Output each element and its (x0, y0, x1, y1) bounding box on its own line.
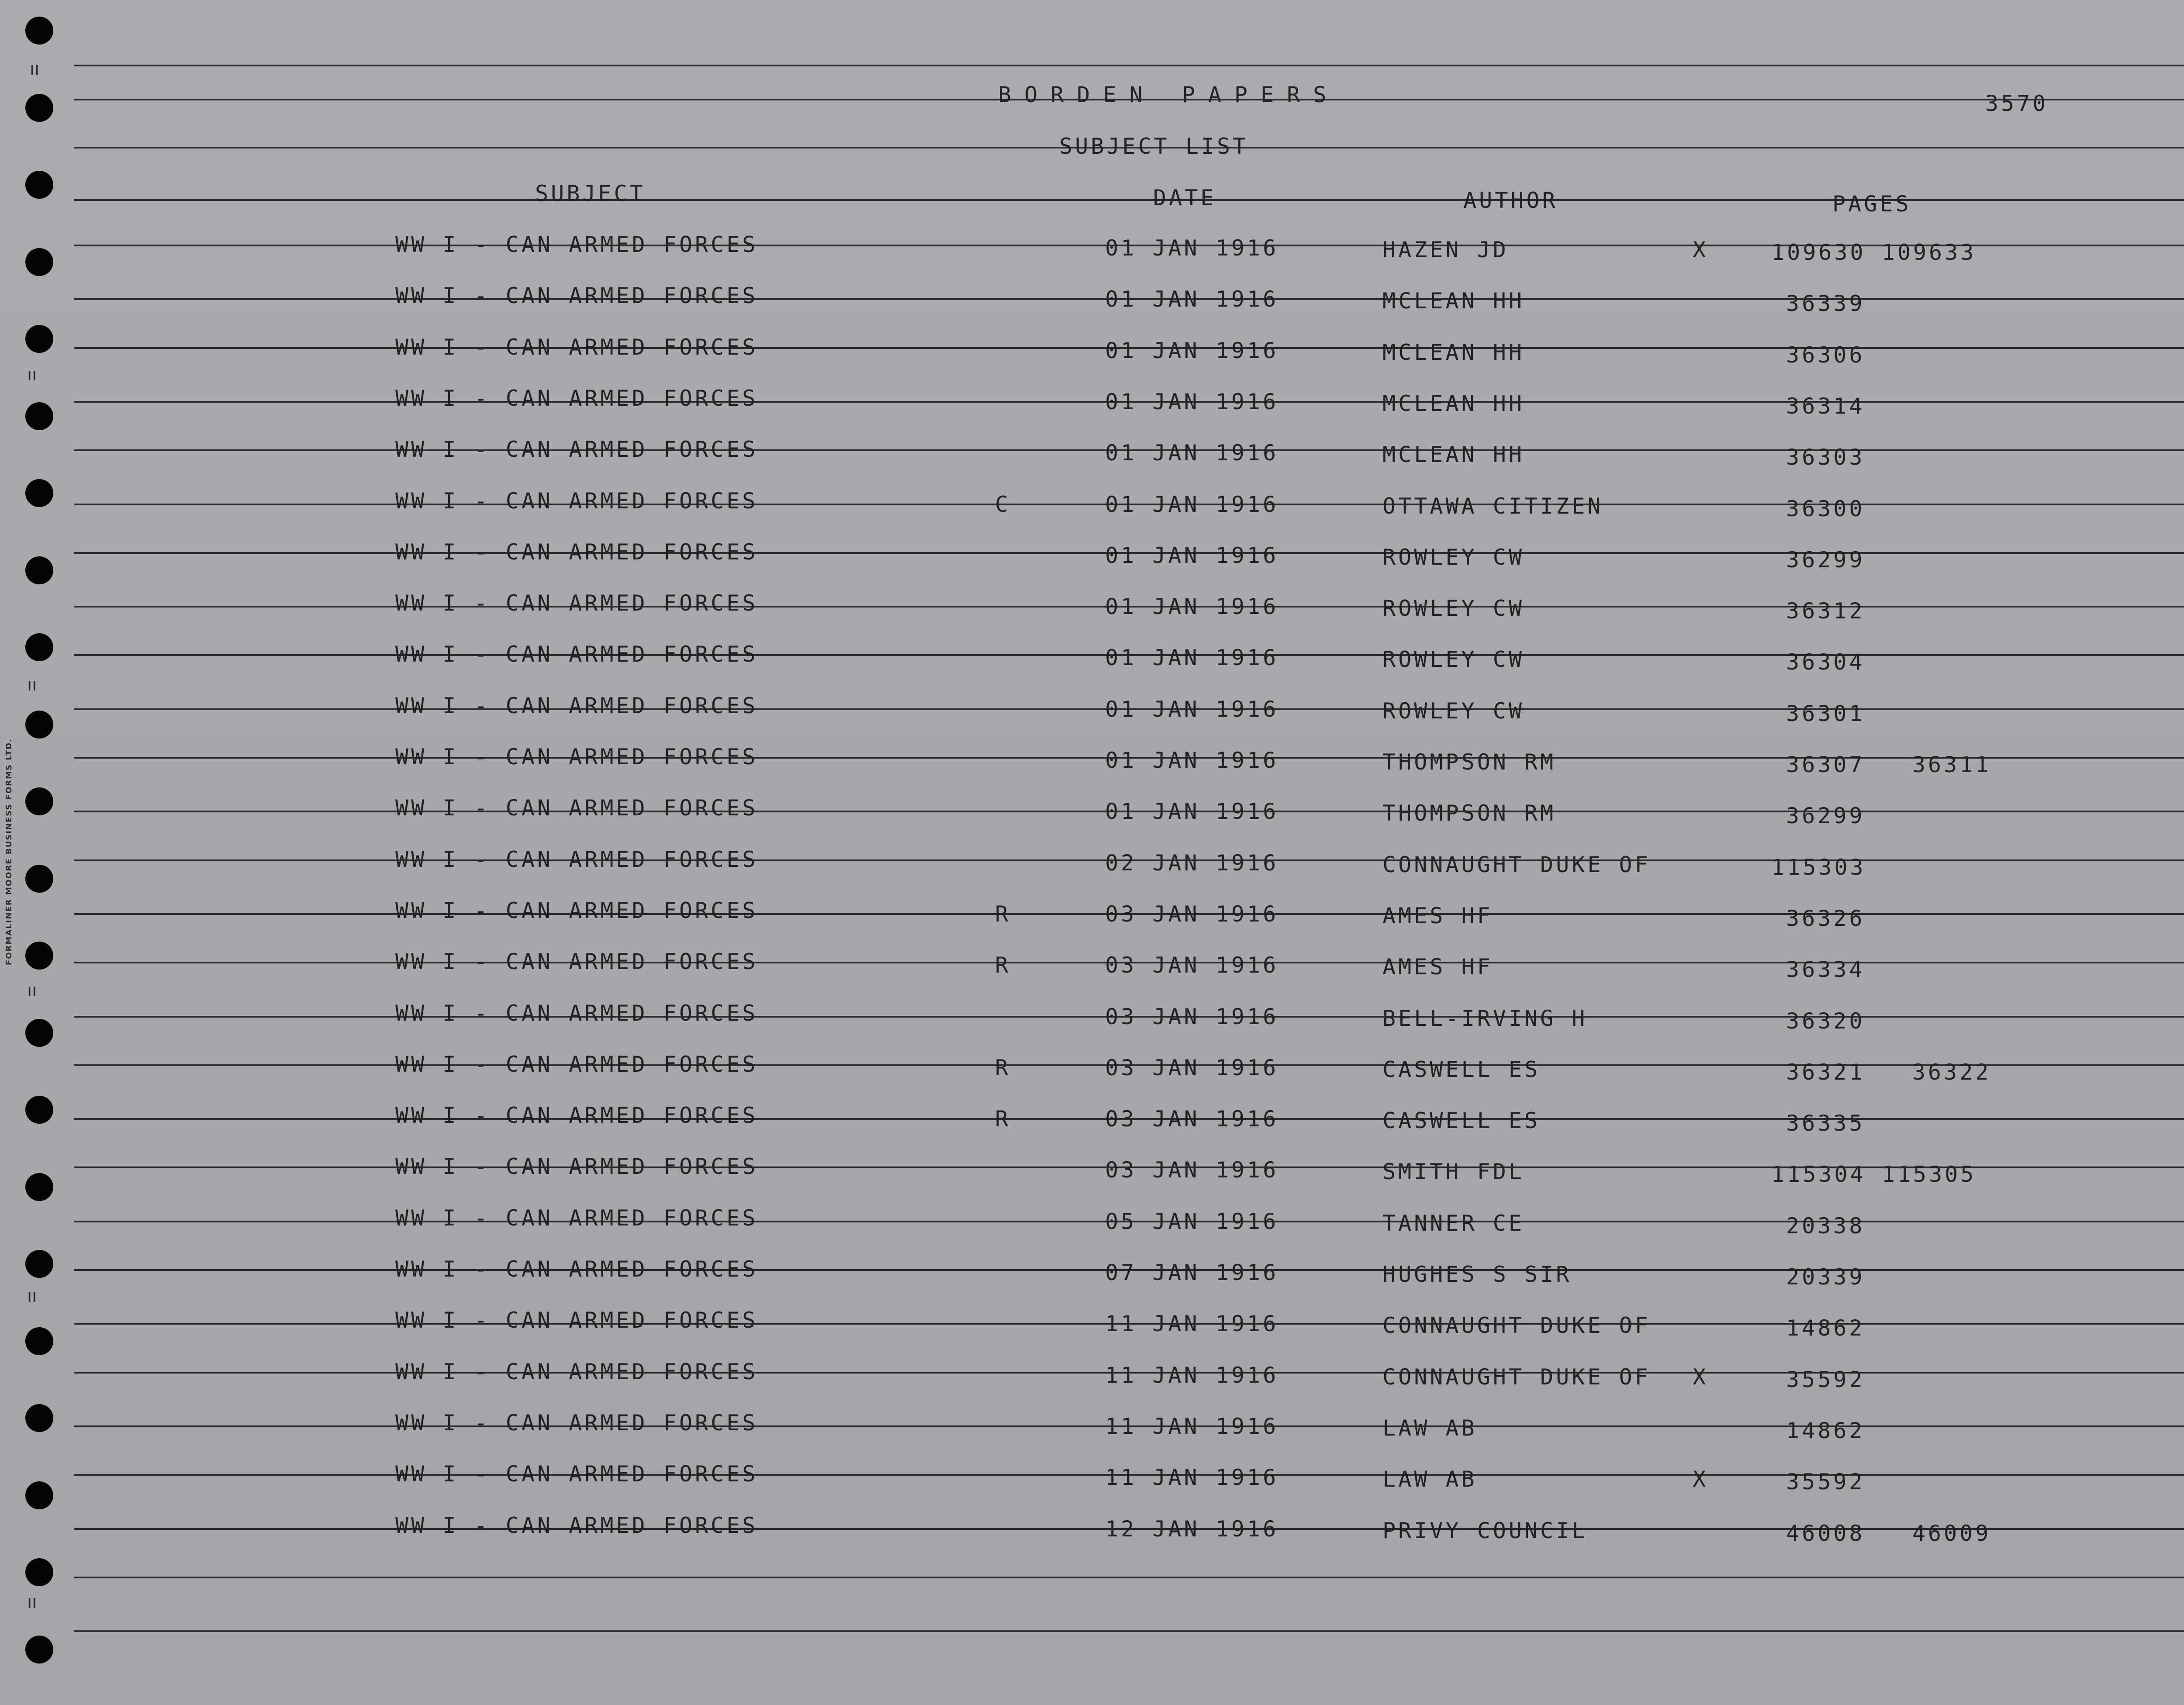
cell-subject: WW I - CAN ARMED FORCES (395, 283, 758, 308)
cell-author: CONNAUGHT DUKE OF (1382, 1364, 1651, 1390)
feed-hole (25, 711, 53, 739)
cell-pages: 14862 (1786, 1418, 1865, 1443)
feed-hole (25, 479, 53, 507)
feed-hole (25, 17, 53, 45)
cell-mark: X (1693, 237, 1709, 262)
cell-pages: 36335 (1786, 1111, 1865, 1136)
cell-subject: WW I - CAN ARMED FORCES (395, 232, 758, 257)
cell-pages: 14862 (1786, 1315, 1865, 1341)
cell-subject: WW I - CAN ARMED FORCES (395, 1103, 758, 1128)
cell-author: LAW AB (1382, 1415, 1477, 1441)
cell-date: 01 JAN 1916 (1105, 645, 1279, 670)
column-header-date: DATE (1153, 185, 1216, 211)
cell-pages: 36307 36311 (1786, 752, 1991, 777)
cell-author: HUGHES S SIR (1382, 1262, 1572, 1287)
cell-author: TANNER CE (1382, 1211, 1524, 1236)
cell-date: 11 JAN 1916 (1105, 1311, 1279, 1336)
cell-date: 01 JAN 1916 (1105, 440, 1279, 466)
cell-subject: WW I - CAN ARMED FORCES (395, 1052, 758, 1077)
cell-author: OTTAWA CITIZEN (1382, 494, 1603, 519)
cell-date: 01 JAN 1916 (1105, 697, 1279, 722)
cell-author: MCLEAN HH (1382, 340, 1524, 365)
cell-author: BELL-IRVING H (1382, 1006, 1588, 1031)
feed-hole (25, 556, 53, 584)
feed-hole (25, 942, 53, 970)
cell-mark: X (1693, 1364, 1709, 1390)
cell-pages: 36312 (1786, 598, 1865, 624)
cell-author: THOMPSON RM (1382, 801, 1556, 826)
cell-date: 01 JAN 1916 (1105, 492, 1279, 517)
cell-pages: 36321 36322 (1786, 1060, 1991, 1085)
cell-pages: 115303 (1771, 855, 1866, 880)
cell-date: 03 JAN 1916 (1105, 1106, 1279, 1132)
feed-hole (25, 1019, 53, 1047)
cell-code: R (995, 1106, 1011, 1132)
cell-code: C (995, 492, 1011, 517)
feed-hole (25, 633, 53, 661)
cell-subject: WW I - CAN ARMED FORCES (395, 386, 758, 411)
feed-hole (25, 402, 53, 430)
registration-mark: ıı (30, 59, 40, 79)
cell-subject: WW I - CAN ARMED FORCES (395, 1205, 758, 1231)
cell-date: 01 JAN 1916 (1105, 286, 1279, 312)
registration-mark: ıı (27, 1286, 37, 1306)
cell-date: 01 JAN 1916 (1105, 389, 1279, 414)
ruled-line (74, 1630, 2184, 1632)
cell-subject: WW I - CAN ARMED FORCES (395, 898, 758, 923)
cell-subject: WW I - CAN ARMED FORCES (395, 1256, 758, 1282)
cell-code: R (995, 1055, 1011, 1080)
cell-subject: WW I - CAN ARMED FORCES (395, 335, 758, 360)
form-imprint (3, 668, 23, 965)
column-header-subject: SUBJECT (535, 181, 646, 206)
cell-author: CONNAUGHT DUKE OF (1382, 1313, 1651, 1338)
cell-pages: 36299 (1786, 803, 1865, 828)
cell-author: CASWELL ES (1382, 1108, 1541, 1133)
cell-date: 11 JAN 1916 (1105, 1363, 1279, 1388)
cell-author: CASWELL ES (1382, 1057, 1541, 1082)
list-title: SUBJECT LIST (1059, 134, 1249, 159)
cell-pages: 109630 109633 (1771, 240, 1977, 265)
cell-pages: 36303 (1786, 445, 1865, 470)
cell-author: MCLEAN HH (1382, 391, 1524, 416)
cell-pages: 35592 (1786, 1367, 1865, 1392)
cell-date: 12 JAN 1916 (1105, 1516, 1279, 1542)
cell-subject: WW I - CAN ARMED FORCES (395, 1513, 758, 1538)
feed-hole (25, 1636, 53, 1664)
cell-pages: 35592 (1786, 1469, 1865, 1494)
cell-date: 05 JAN 1916 (1105, 1209, 1279, 1234)
cell-pages: 20338 (1786, 1213, 1865, 1239)
cell-subject: WW I - CAN ARMED FORCES (395, 1410, 758, 1436)
cell-author: ROWLEY CW (1382, 545, 1524, 570)
cell-subject: WW I - CAN ARMED FORCES (395, 949, 758, 974)
cell-subject: WW I - CAN ARMED FORCES (395, 488, 758, 514)
feed-hole (25, 1404, 53, 1432)
cell-pages: 36334 (1786, 957, 1865, 982)
feed-hole (25, 1250, 53, 1278)
cell-author: MCLEAN HH (1382, 288, 1524, 314)
cell-author: SMITH FDL (1382, 1159, 1524, 1184)
cell-subject: WW I - CAN ARMED FORCES (395, 1308, 758, 1333)
cell-author: AMES HF (1382, 954, 1493, 980)
imprint-text: FORMALINER MOORE BUSINESS FORMS LTD. (4, 738, 14, 965)
cell-date: 02 JAN 1916 (1105, 850, 1279, 876)
cell-pages: 36339 (1786, 291, 1865, 316)
feed-hole (25, 248, 53, 276)
registration-mark: ıı (27, 1592, 37, 1612)
cell-pages: 46008 46009 (1786, 1521, 1991, 1546)
cell-subject: WW I - CAN ARMED FORCES (395, 744, 758, 770)
feed-hole (25, 1173, 53, 1201)
cell-date: 03 JAN 1916 (1105, 1157, 1279, 1183)
cell-code: R (995, 953, 1011, 978)
feed-hole (25, 1558, 53, 1586)
feed-hole (25, 1096, 53, 1124)
cell-subject: WW I - CAN ARMED FORCES (395, 1461, 758, 1487)
feed-hole (25, 787, 53, 815)
cell-pages: 36304 (1786, 649, 1865, 675)
cell-pages: 36300 (1786, 496, 1865, 521)
cell-pages: 36299 (1786, 547, 1865, 573)
registration-mark: ıı (27, 980, 37, 1001)
cell-subject: WW I - CAN ARMED FORCES (395, 539, 758, 565)
cell-pages: 20339 (1786, 1264, 1865, 1290)
cell-author: ROWLEY CW (1382, 647, 1524, 672)
feed-hole (25, 1481, 53, 1509)
cell-author: CONNAUGHT DUKE OF (1382, 852, 1651, 877)
cell-pages: 36326 (1786, 906, 1865, 931)
cell-author: MCLEAN HH (1382, 442, 1524, 467)
cell-author: THOMPSON RM (1382, 749, 1556, 775)
cell-subject: WW I - CAN ARMED FORCES (395, 590, 758, 616)
cell-date: 03 JAN 1916 (1105, 953, 1279, 978)
cell-pages: 36320 (1786, 1008, 1865, 1034)
page-number: 3570 (1985, 91, 2049, 116)
cell-pages: 36314 (1786, 393, 1865, 419)
cell-subject: WW I - CAN ARMED FORCES (395, 847, 758, 872)
cell-author: ROWLEY CW (1382, 698, 1524, 724)
registration-mark: ıı (27, 675, 37, 695)
feed-hole (25, 94, 53, 122)
ruled-line (74, 65, 2184, 66)
cell-date: 03 JAN 1916 (1105, 1004, 1279, 1029)
cell-subject: WW I - CAN ARMED FORCES (395, 437, 758, 462)
ruled-line (74, 1577, 2184, 1578)
cell-mark: X (1693, 1467, 1709, 1492)
cell-date: 11 JAN 1916 (1105, 1414, 1279, 1439)
cell-date: 01 JAN 1916 (1105, 594, 1279, 619)
cell-subject: WW I - CAN ARMED FORCES (395, 693, 758, 718)
feed-hole (25, 325, 53, 353)
feed-hole (25, 865, 53, 893)
cell-subject: WW I - CAN ARMED FORCES (395, 1359, 758, 1384)
cell-date: 07 JAN 1916 (1105, 1260, 1279, 1285)
cell-author: PRIVY COUNCIL (1382, 1518, 1588, 1543)
feed-hole (25, 171, 53, 199)
cell-date: 01 JAN 1916 (1105, 799, 1279, 824)
registration-mark: ıı (27, 365, 37, 385)
cell-date: 01 JAN 1916 (1105, 748, 1279, 773)
cell-code: R (995, 901, 1011, 927)
cell-date: 01 JAN 1916 (1105, 543, 1279, 568)
column-header-author: AUTHOR (1463, 188, 1558, 213)
cell-subject: WW I - CAN ARMED FORCES (395, 1154, 758, 1179)
cell-date: 01 JAN 1916 (1105, 235, 1279, 261)
cell-date: 11 JAN 1916 (1105, 1465, 1279, 1490)
cell-author: AMES HF (1382, 903, 1493, 928)
cell-date: 03 JAN 1916 (1105, 1055, 1279, 1080)
column-header-pages: PAGES (1832, 191, 1911, 217)
feed-hole (25, 1327, 53, 1355)
page-title: BORDEN PAPERS (998, 82, 1340, 107)
cell-pages: 36301 (1786, 701, 1865, 726)
cell-date: 01 JAN 1916 (1105, 338, 1279, 363)
cell-subject: WW I - CAN ARMED FORCES (395, 642, 758, 667)
cell-author: LAW AB (1382, 1467, 1477, 1492)
cell-subject: WW I - CAN ARMED FORCES (395, 1001, 758, 1026)
cell-pages: 115304 115305 (1771, 1162, 1977, 1187)
cell-pages: 36306 (1786, 342, 1865, 368)
cell-date: 03 JAN 1916 (1105, 901, 1279, 927)
cell-author: ROWLEY CW (1382, 596, 1524, 621)
cell-author: HAZEN JD (1382, 237, 1509, 262)
cell-subject: WW I - CAN ARMED FORCES (395, 795, 758, 821)
